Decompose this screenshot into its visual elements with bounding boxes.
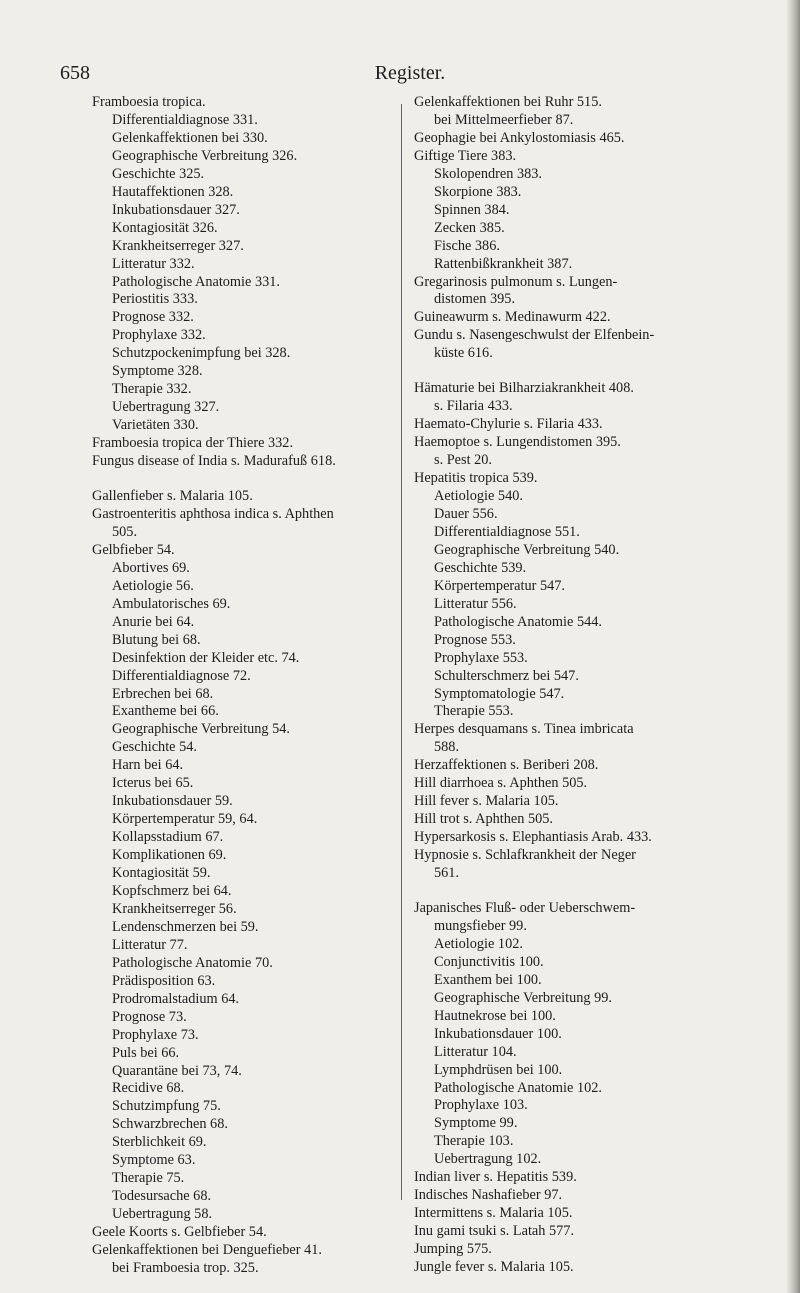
index-entry: Herpes desquamans s. Tinea imbricata [414,721,634,738]
index-entry-continuation: mungsfieber 99. [434,917,527,934]
index-subentry: Sterblichkeit 69. [112,1134,207,1151]
index-subentry: Aetiologie 102. [434,935,523,952]
index-entry-continuation: 588. [434,739,460,756]
index-subentry: Prognose 332. [112,309,194,326]
index-entry: Guineawurm s. Medinawurm 422. [414,309,611,326]
index-subentry: Hautnekrose bei 100. [434,1007,556,1024]
index-subentry: Spinnen 384. [434,201,510,218]
index-subentry: Quarantäne bei 73, 74. [112,1062,242,1079]
index-subentry: Therapie 553. [434,703,514,720]
index-subentry: Litteratur 104. [434,1043,517,1060]
index-entry: Hill fever s. Malaria 105. [414,793,559,810]
index-subentry: Kollapsstadium 67. [112,829,224,846]
index-entry: Hepatitis tropica 539. [414,470,538,487]
index-entry-continuation: 505. [112,523,138,540]
index-subentry: Schutzimpfung 75. [112,1098,221,1115]
index-subentry: Geschichte 539. [434,559,527,576]
index-column-right [414,94,732,1277]
index-subentry: Symptome 63. [112,1152,196,1169]
index-entry: Gelenkaffektionen bei Denguefieber 41. [92,1242,322,1259]
index-subentry: Litteratur 332. [112,255,195,272]
index-subentry: Prophylaxe 73. [112,1026,199,1043]
index-entry: Geele Koorts s. Gelbfieber 54. [92,1224,267,1241]
index-entry: Hypersarkosis s. Elephantiasis Arab. 433. [414,829,652,846]
index-subentry: Inkubationsdauer 100. [434,1025,562,1042]
index-column-left [92,94,397,1278]
index-subentry: Therapie 75. [112,1170,185,1187]
index-subentry: Ambulatorisches 69. [112,595,231,612]
index-subentry: Erbrechen bei 68. [112,685,214,702]
index-subentry: Gelenkaffektionen bei 330. [112,129,268,146]
index-subentry: Symptomatologie 547. [434,685,565,702]
index-subentry: Geographische Verbreitung 326. [112,147,298,164]
index-subentry: Prodromalstadium 64. [112,990,240,1007]
index-entry: Hill diarrhoea s. Aphthen 505. [414,775,588,792]
index-entry-continuation: 561. [434,865,460,882]
index-entry: Herzaffektionen s. Beriberi 208. [414,757,599,774]
index-subentry: Lendenschmerzen bei 59. [112,918,259,935]
index-subentry: Prophylaxe 553. [434,649,528,666]
index-subentry: Conjunctivitis 100. [434,953,544,970]
index-entry: Fungus disease of India s. Madurafuß 618. [92,453,336,470]
index-paragraph [414,94,732,363]
index-subentry: Pathologische Anatomie 544. [434,613,602,630]
index-subentry: Fische 386. [434,237,500,254]
index-subentry: Harn bei 64. [112,757,184,774]
index-subentry: Uebertragung 327. [112,399,220,416]
index-subentry: Symptome 99. [434,1115,518,1132]
index-subentry: Blutung bei 68. [112,631,201,648]
index-subentry: Prädisposition 63. [112,972,216,989]
index-subentry: Pathologische Anatomie 102. [434,1079,602,1096]
index-entry: Indisches Nashafieber 97. [414,1187,563,1204]
index-subentry: Prognose 553. [434,631,516,648]
index-paragraph [414,380,732,883]
index-subentry: Geographische Verbreitung 54. [112,721,290,738]
index-subentry: Icterus bei 65. [112,775,194,792]
page-header [60,62,760,92]
index-entry: Geophagie bei Ankylostomiasis 465. [414,129,625,146]
index-subentry: Periostitis 333. [112,291,198,308]
index-subentry: Schutzpockenimpfung bei 328. [112,345,291,362]
index-subentry: Geographische Verbreitung 99. [434,989,612,1006]
index-subentry: Differentialdiagnose 331. [112,111,258,128]
page-edge-shadow [786,0,800,1293]
index-subentry: Anurie bei 64. [112,613,195,630]
index-subentry: Therapie 332. [112,381,192,398]
index-entry: Gelbfieber 54. [92,541,175,558]
index-entry: Indian liver s. Hepatitis 539. [414,1169,577,1186]
index-subentry: Krankheitserreger 56. [112,900,237,917]
index-subentry: Uebertragung 102. [434,1151,542,1168]
index-subentry: Differentialdiagnose 551. [434,523,580,540]
index-subentry: Schulterschmerz bei 547. [434,667,579,684]
index-subentry: Desinfektion der Kleider etc. 74. [112,649,300,666]
index-entry: Inu gami tsuki s. Latah 577. [414,1223,575,1240]
index-subentry: Pathologische Anatomie 70. [112,954,273,971]
index-entry: Framboesia tropica der Thiere 332. [92,435,294,452]
index-entry: Jungle fever s. Malaria 105. [414,1259,574,1276]
index-subentry: Uebertragung 58. [112,1206,213,1223]
index-subentry: Abortives 69. [112,559,190,576]
index-subentry: Prophylaxe 103. [434,1097,528,1114]
index-subentry: Skorpione 383. [434,183,522,200]
index-subentry: Geographische Verbreitung 540. [434,541,620,558]
index-entry-continuation: küste 616. [434,345,493,362]
index-entry: Japanisches Fluß- oder Ueberschwem- [414,899,636,916]
column-divider [401,104,402,1200]
index-subentry: Geschichte 325. [112,165,205,182]
index-subentry: Lymphdrüsen bei 100. [434,1061,563,1078]
index-entry: Gelenkaffektionen bei Ruhr 515. [414,94,602,110]
index-subentry: Aetiologie 540. [434,488,523,505]
index-entry: Hill trot s. Aphthen 505. [414,811,553,828]
index-subentry: Hautaffektionen 328. [112,183,234,200]
index-entry: Hämaturie bei Bilharziakrankheit 408. [414,380,634,397]
index-subentry: Prognose 73. [112,1008,187,1025]
index-subentry: Therapie 103. [434,1133,514,1150]
index-entry: Haemato-Chylurie s. Filaria 433. [414,416,603,433]
index-subentry: Zecken 385. [434,219,505,236]
index-paragraph [92,488,397,1278]
index-subentry: bei Framboesia trop. 325. [112,1260,259,1276]
index-subentry: Komplikationen 69. [112,847,227,864]
index-subentry: Exantheme bei 66. [112,703,219,720]
index-paragraph [414,900,732,1277]
index-entry: Haemoptoe s. Lungendistomen 395. [414,434,621,451]
index-entry-continuation: distomen 395. [434,291,516,308]
index-subentry: Litteratur 556. [434,595,517,612]
index-subentry: Kontagiosität 59. [112,865,211,882]
index-subentry: Todesursache 68. [112,1188,212,1205]
index-entry: Gundu s. Nasengeschwulst der Elfenbein- [414,327,655,344]
page-title: Register. [374,62,446,84]
index-subentry: Krankheitserreger 327. [112,237,244,254]
index-entry: Gastroenteritis aphthosa indica s. Aphthen [92,505,334,522]
index-paragraph [92,94,397,471]
index-subentry: Recidive 68. [112,1080,185,1097]
index-subentry: Kontagiosität 326. [112,219,218,236]
index-subentry: Körpertemperatur 547. [434,577,566,594]
index-subentry: Inkubationsdauer 59. [112,793,233,810]
index-entry: Jumping 575. [414,1241,492,1258]
index-entry: Intermittens s. Malaria 105. [414,1205,573,1222]
index-subentry: Pathologische Anatomie 331. [112,273,280,290]
index-subentry: Kopfschmerz bei 64. [112,882,232,899]
index-entry: Gallenfieber s. Malaria 105. [92,488,253,505]
index-subentry: Rattenbißkrankheit 387. [434,255,573,272]
index-subentry: Dauer 556. [434,505,498,522]
index-subentry: Körpertemperatur 59, 64. [112,811,258,828]
index-subentry: Varietäten 330. [112,417,199,434]
index-entry: Hypnosie s. Schlafkrankheit der Neger [414,847,636,864]
index-subentry: Puls bei 66. [112,1044,180,1061]
index-entry: Gregarinosis pulmonum s. Lungen- [414,273,618,290]
index-subentry: Skolopendren 383. [434,165,543,182]
index-entry: Framboesia tropica. [92,94,206,110]
index-subentry: s. Filaria 433. [434,398,513,415]
index-entry: Giftige Tiere 383. [414,147,517,164]
index-subentry: Prophylaxe 332. [112,327,206,344]
index-subentry: Exanthem bei 100. [434,971,542,988]
index-subentry: Differentialdiagnose 72. [112,667,251,684]
index-subentry: bei Mittelmeerfieber 87. [434,111,574,128]
index-subentry: Geschichte 54. [112,739,197,756]
index-subentry: Aetiologie 56. [112,577,194,594]
index-subentry: Symptome 328. [112,363,203,380]
index-subentry: Litteratur 77. [112,936,188,953]
index-subentry: s. Pest 20. [434,452,492,469]
index-subentry: Schwarzbrechen 68. [112,1116,228,1133]
page-number: 658 [60,62,90,84]
index-subentry: Inkubationsdauer 327. [112,201,240,218]
